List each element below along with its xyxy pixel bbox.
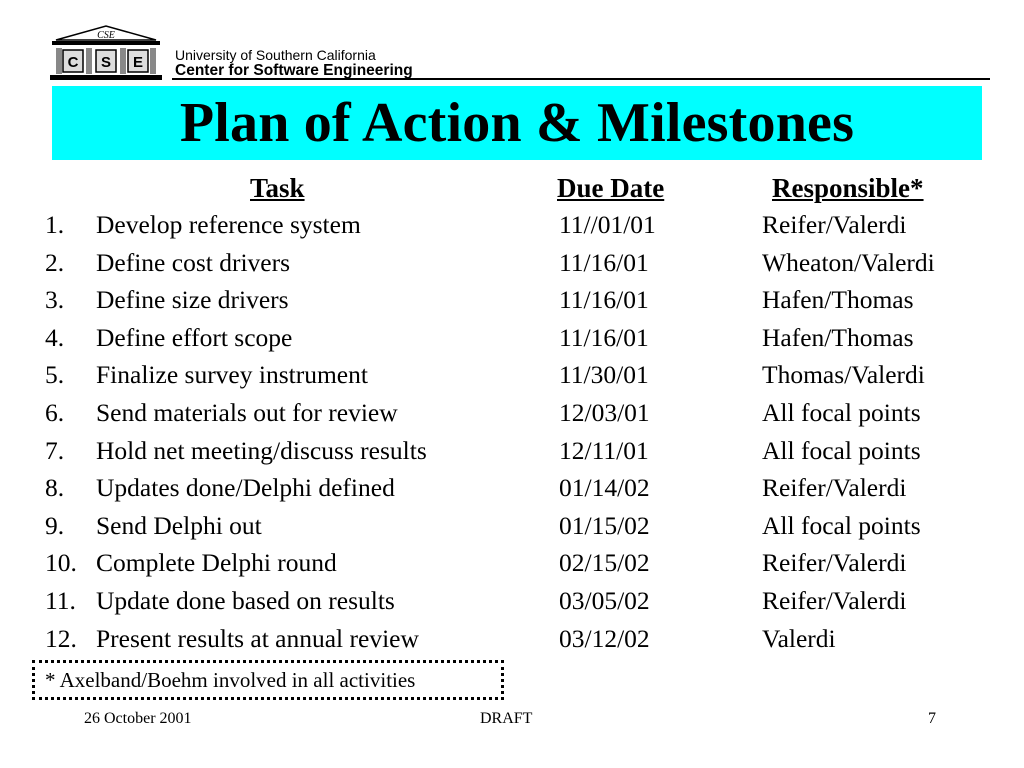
row-number: 7. — [45, 435, 65, 465]
row-number: 3. — [45, 285, 65, 315]
footer-date: 26 October 2001 — [84, 710, 192, 727]
due-date-cell: 11/30/01 — [559, 360, 649, 390]
due-date-cell: 03/05/02 — [559, 585, 650, 615]
cse-logo — [48, 24, 164, 82]
due-date-cell: 01/15/02 — [559, 510, 650, 540]
table-row — [0, 360, 1024, 398]
due-date-cell: 01/14/02 — [559, 473, 650, 503]
task-cell: Define cost drivers — [96, 247, 291, 277]
logo-usc-mark: CSE — [97, 30, 115, 41]
row-number: 5. — [45, 360, 65, 390]
page-title: Plan of Action & Milestones — [179, 92, 855, 154]
row-number: 9. — [45, 510, 65, 540]
milestone-list — [0, 210, 1024, 661]
task-cell: Finalize survey instrument — [96, 360, 368, 390]
table-row — [0, 436, 1024, 474]
header-divider — [172, 78, 990, 80]
responsible-cell: Thomas/Valerdi — [762, 360, 925, 390]
responsible-cell: Hafen/Thomas — [762, 285, 914, 315]
due-date-cell: 02/15/02 — [559, 548, 650, 578]
column-header-task: Task — [250, 173, 305, 203]
responsible-cell: Reifer/Valerdi — [762, 473, 907, 503]
task-cell: Present results at annual review — [96, 623, 419, 653]
table-row — [0, 624, 1024, 662]
due-date-cell: 12/03/01 — [559, 397, 650, 427]
responsible-cell: All focal points — [762, 435, 921, 465]
row-number: 11. — [45, 585, 76, 615]
table-row — [0, 398, 1024, 436]
row-number: 1. — [45, 210, 65, 239]
footnote-text: * Axelband/Boehm involved in all activities — [45, 667, 416, 692]
task-cell: Updates done/Delphi defined — [96, 473, 395, 503]
column-header-responsible: Responsible* — [772, 173, 924, 203]
task-cell: Hold net meeting/discuss results — [96, 435, 427, 465]
column-header-due-date: Due Date — [557, 173, 665, 203]
task-cell: Send Delphi out — [96, 510, 262, 540]
task-cell: Develop reference system — [96, 210, 361, 239]
logo-letter-c: C — [67, 54, 79, 71]
responsible-cell: All focal points — [762, 397, 921, 427]
responsible-cell: Hafen/Thomas — [762, 322, 914, 352]
row-number: 12. — [45, 623, 77, 653]
footer-status: DRAFT — [480, 710, 533, 727]
org-name — [175, 48, 413, 79]
table-row — [0, 511, 1024, 549]
task-cell: Complete Delphi round — [96, 548, 337, 578]
footnote-box — [32, 660, 504, 700]
responsible-cell: Reifer/Valerdi — [762, 548, 907, 578]
responsible-cell: Wheaton/Valerdi — [762, 247, 935, 277]
table-row — [0, 548, 1024, 586]
task-cell: Define effort scope — [96, 322, 293, 352]
responsible-cell: Valerdi — [762, 623, 836, 653]
logo-letter-e: E — [132, 54, 144, 71]
title-banner — [52, 86, 982, 160]
table-row — [0, 285, 1024, 323]
task-cell: Send materials out for review — [96, 397, 398, 427]
task-cell: Define size drivers — [96, 285, 289, 315]
org-university: University of Southern California — [175, 47, 376, 63]
footer-page-number: 7 — [928, 710, 936, 727]
row-number: 8. — [45, 473, 65, 503]
responsible-cell: Reifer/Valerdi — [762, 210, 907, 239]
row-number: 10. — [45, 548, 77, 578]
due-date-cell: 11/16/01 — [559, 322, 649, 352]
row-number: 2. — [45, 247, 65, 277]
row-number: 4. — [45, 322, 65, 352]
responsible-cell: Reifer/Valerdi — [762, 585, 907, 615]
due-date-cell: 12/11/01 — [559, 435, 649, 465]
row-number: 6. — [45, 397, 65, 427]
slide-header — [40, 22, 990, 82]
responsible-cell: All focal points — [762, 510, 921, 540]
logo-letter-s: S — [100, 54, 112, 71]
org-center: Center for Software Engineering — [175, 61, 413, 79]
due-date-cell: 11/16/01 — [559, 247, 649, 277]
table-row — [0, 323, 1024, 361]
due-date-cell: 11//01/01 — [559, 210, 656, 239]
table-row — [0, 210, 1024, 248]
table-row — [0, 248, 1024, 286]
table-row — [0, 586, 1024, 624]
due-date-cell: 11/16/01 — [559, 285, 649, 315]
table-row — [0, 473, 1024, 511]
task-cell: Update done based on results — [96, 585, 395, 615]
due-date-cell: 03/12/02 — [559, 623, 650, 653]
